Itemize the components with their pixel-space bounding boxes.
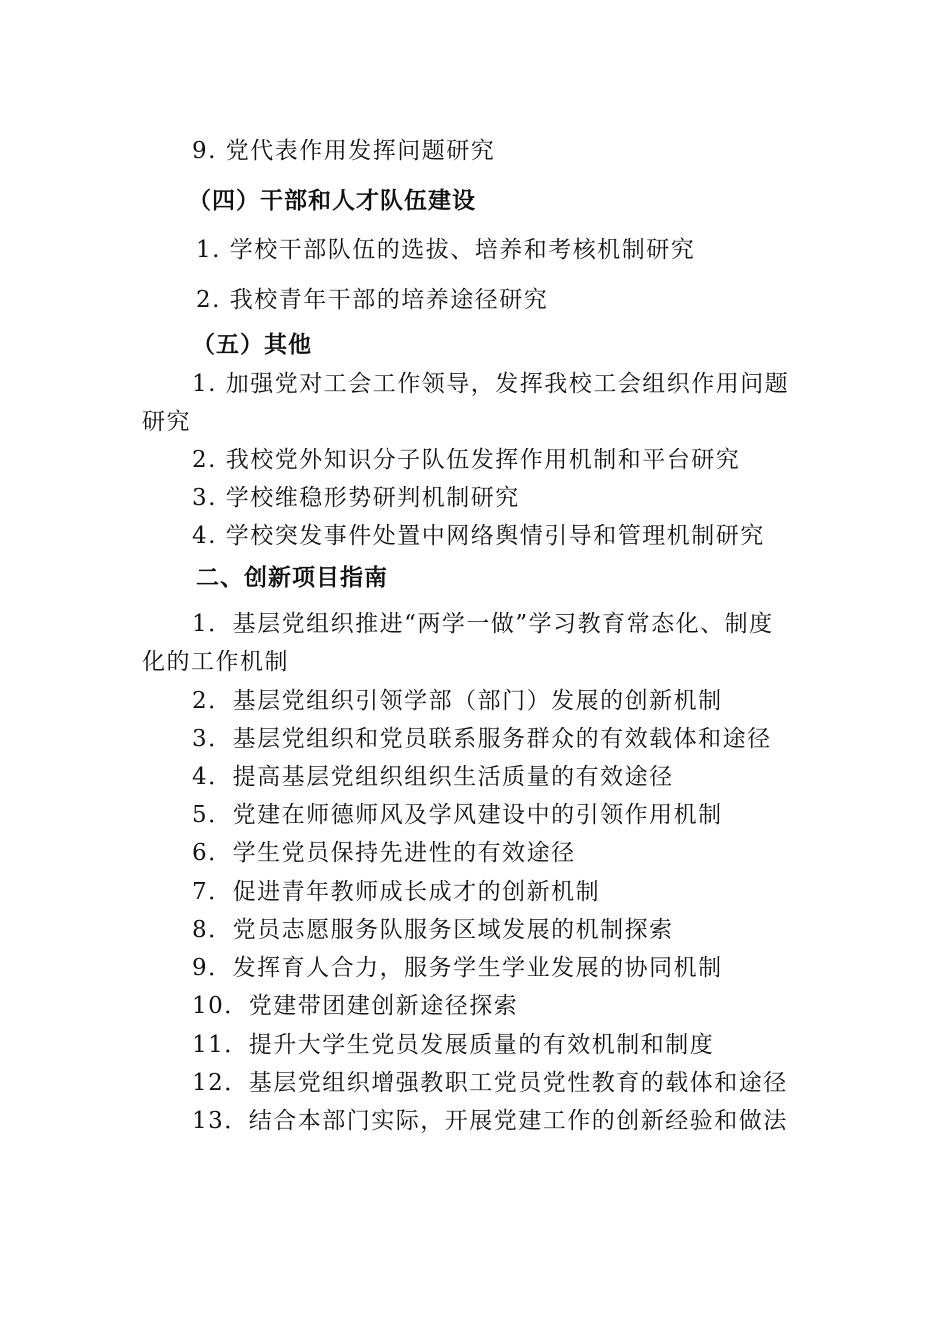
innovation-heading: 二、创新项目指南 bbox=[196, 565, 388, 591]
innovation-item-6: 6．学生党员保持先进性的有效途径 bbox=[192, 840, 576, 866]
research-item-9: 9. 党代表作用发挥问题研究 bbox=[192, 138, 496, 164]
section-5-item-4: 4. 学校突发事件处置中网络舆情引导和管理机制研究 bbox=[192, 523, 765, 549]
innovation-item-4: 4．提高基层党组织组织生活质量的有效途径 bbox=[192, 764, 674, 790]
innovation-item-2: 2．基层党组织引领学部（部门）发展的创新机制 bbox=[192, 688, 723, 714]
innovation-item-1-line-2: 化的工作机制 bbox=[142, 649, 289, 675]
section-5-item-3: 3. 学校维稳形势研判机制研究 bbox=[192, 485, 520, 511]
innovation-item-10: 10．党建带团建创新途径探索 bbox=[192, 993, 519, 1019]
innovation-item-1-line-1: 1．基层党组织推进“两学一做”学习教育常态化、制度 bbox=[192, 611, 774, 637]
section-4-item-2: 2. 我校青年干部的培养途径研究 bbox=[196, 287, 549, 313]
innovation-item-13: 13．结合本部门实际，开展党建工作的创新经验和做法 bbox=[192, 1108, 788, 1134]
section-5-item-1-line-2: 研究 bbox=[142, 409, 191, 435]
innovation-item-3: 3．基层党组织和党员联系服务群众的有效载体和途径 bbox=[192, 726, 772, 752]
section-4-item-1: 1. 学校干部队伍的选拔、培养和考核机制研究 bbox=[196, 237, 696, 263]
section-5-heading: （五）其他 bbox=[192, 332, 312, 358]
innovation-item-12: 12．基层党组织增强教职工党员党性教育的载体和途径 bbox=[192, 1070, 788, 1096]
innovation-item-8: 8．党员志愿服务队服务区域发展的机制探索 bbox=[192, 917, 674, 943]
section-5-item-1-line-1: 1. 加强党对工会工作领导，发挥我校工会组织作用问题 bbox=[192, 371, 790, 397]
section-5-item-2: 2. 我校党外知识分子队伍发挥作用机制和平台研究 bbox=[192, 447, 741, 473]
innovation-item-9: 9．发挥育人合力，服务学生学业发展的协同机制 bbox=[192, 955, 723, 981]
section-4-heading: （四）干部和人才队伍建设 bbox=[188, 188, 476, 214]
innovation-item-11: 11．提升大学生党员发展质量的有效机制和制度 bbox=[192, 1032, 715, 1058]
innovation-item-5: 5．党建在师德师风及学风建设中的引领作用机制 bbox=[192, 802, 723, 828]
innovation-item-7: 7．促进青年教师成长成才的创新机制 bbox=[192, 879, 601, 905]
